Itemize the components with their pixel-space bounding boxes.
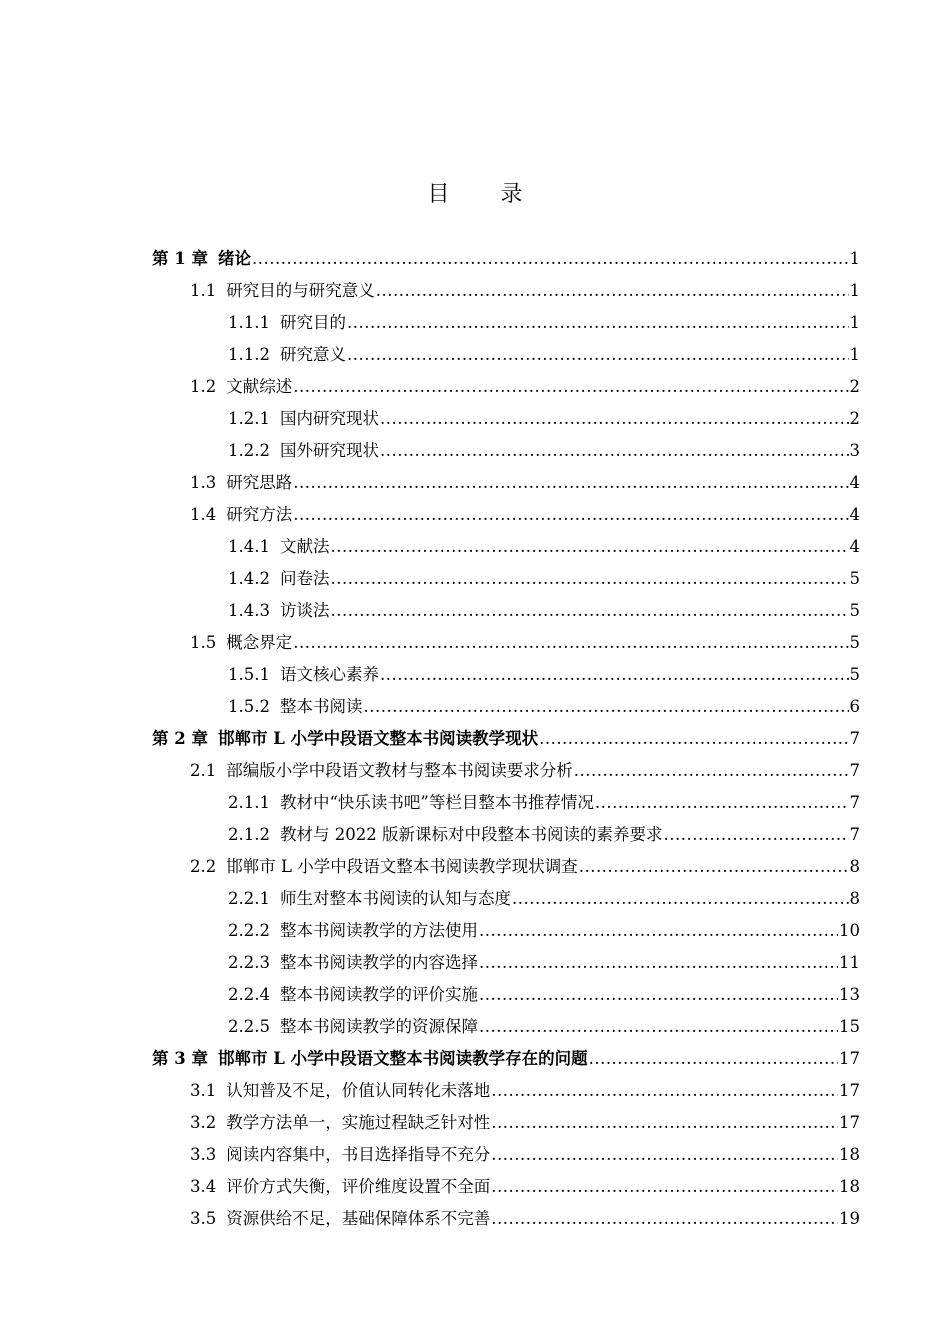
toc-leader-dots xyxy=(330,531,848,563)
toc-entry-title: 绪论 xyxy=(217,249,251,268)
toc-entry-title: 邯郸市 L 小学中段语文整本书阅读教学存在的问题 xyxy=(217,1049,588,1068)
toc-entry-number: 1.5.1 xyxy=(228,665,270,684)
toc-leader-dots xyxy=(512,883,849,915)
toc-entry-number: 3.4 xyxy=(190,1177,217,1196)
toc-entry-page: 8 xyxy=(849,857,860,876)
toc-entry-number: 第 3 章 xyxy=(152,1049,208,1068)
toc-entry-page: 8 xyxy=(849,889,860,908)
toc-entry-page: 15 xyxy=(839,1017,860,1036)
toc-entry-page: 19 xyxy=(839,1209,860,1228)
toc-entry-title: 评价方式失衡，评价维度设置不全面 xyxy=(226,1177,491,1196)
toc-entry-number: 2.2.3 xyxy=(228,953,270,972)
toc-entry[interactable] xyxy=(152,1075,860,1107)
table-of-contents xyxy=(152,243,860,1235)
toc-entry[interactable] xyxy=(152,1171,860,1203)
toc-entry-number: 2.1 xyxy=(190,761,217,780)
toc-leader-dots xyxy=(479,947,838,979)
toc-leader-dots xyxy=(380,435,849,467)
toc-leader-dots xyxy=(663,819,848,851)
toc-leader-dots xyxy=(347,307,849,339)
toc-entry-title: 国内研究现状 xyxy=(279,409,379,428)
toc-leader-dots xyxy=(380,659,849,691)
toc-entry-number: 1.1.2 xyxy=(228,345,270,364)
toc-leader-dots xyxy=(330,595,848,627)
toc-entry[interactable] xyxy=(152,1011,860,1043)
toc-leader-dots xyxy=(574,755,849,787)
toc-entry-title: 语文核心素养 xyxy=(279,665,379,684)
toc-leader-dots xyxy=(347,339,849,371)
toc-entry-page: 13 xyxy=(839,985,860,1004)
toc-entry[interactable] xyxy=(152,851,860,883)
toc-entry-title: 认知普及不足，价值认同转化未落地 xyxy=(226,1081,491,1100)
toc-entry[interactable] xyxy=(152,883,860,915)
toc-entry[interactable] xyxy=(152,243,860,275)
toc-entry-number: 2.2.5 xyxy=(228,1017,270,1036)
toc-leader-dots xyxy=(491,1171,838,1203)
toc-entry[interactable] xyxy=(152,819,860,851)
toc-entry[interactable] xyxy=(152,371,860,403)
toc-entry-page: 3 xyxy=(849,441,860,460)
toc-entry[interactable] xyxy=(152,979,860,1011)
toc-entry-number: 3.5 xyxy=(190,1209,217,1228)
toc-entry-title: 教材中“快乐读书吧”等栏目整本书推荐情况 xyxy=(279,793,594,812)
toc-entry-title: 研究目的 xyxy=(279,313,346,332)
toc-entry[interactable] xyxy=(152,659,860,691)
toc-entry-page: 11 xyxy=(839,953,860,972)
toc-entry[interactable] xyxy=(152,723,860,755)
toc-leader-dots xyxy=(539,723,848,755)
toc-entry-page: 10 xyxy=(839,921,860,940)
toc-leader-dots xyxy=(491,1203,838,1235)
toc-entry-page: 17 xyxy=(839,1049,860,1068)
toc-entry-title: 整本书阅读教学的方法使用 xyxy=(279,921,478,940)
toc-entry-number: 2.2 xyxy=(190,857,217,876)
toc-entry-number: 第 1 章 xyxy=(152,249,208,268)
toc-entry-page: 1 xyxy=(849,281,860,300)
toc-entry-page: 5 xyxy=(849,601,860,620)
toc-leader-dots xyxy=(330,563,848,595)
toc-entry-title: 阅读内容集中，书目选择指导不充分 xyxy=(226,1145,491,1164)
toc-entry-title: 文献综述 xyxy=(226,377,293,396)
toc-entry-title: 邯郸市 L 小学中段语文整本书阅读教学现状调查 xyxy=(226,857,578,876)
toc-entry[interactable] xyxy=(152,627,860,659)
toc-entry-title: 概念界定 xyxy=(226,633,293,652)
toc-leader-dots xyxy=(293,467,848,499)
toc-leader-dots xyxy=(491,1075,838,1107)
toc-leader-dots xyxy=(579,851,849,883)
toc-entry-number: 3.1 xyxy=(190,1081,217,1100)
toc-entry-number: 1.1.1 xyxy=(228,313,270,332)
toc-entry[interactable] xyxy=(152,275,860,307)
toc-entry-page: 5 xyxy=(849,633,860,652)
toc-entry-title: 国外研究现状 xyxy=(279,441,379,460)
toc-entry-title: 研究意义 xyxy=(279,345,346,364)
toc-entry[interactable] xyxy=(152,1043,860,1075)
toc-entry-number: 1.3 xyxy=(190,473,217,492)
toc-entry[interactable] xyxy=(152,563,860,595)
toc-entry-title: 问卷法 xyxy=(279,569,330,588)
toc-leader-dots xyxy=(293,499,848,531)
toc-leader-dots xyxy=(479,915,838,947)
toc-entry-page: 5 xyxy=(849,665,860,684)
toc-leader-dots xyxy=(479,1011,838,1043)
toc-entry[interactable] xyxy=(152,1107,860,1139)
toc-entry-title: 教学方法单一，实施过程缺乏针对性 xyxy=(226,1113,491,1132)
toc-leader-dots xyxy=(376,275,849,307)
toc-entry-number: 2.1.1 xyxy=(228,793,270,812)
toc-entry[interactable] xyxy=(152,499,860,531)
toc-entry-title: 整本书阅读教学的评价实施 xyxy=(279,985,478,1004)
toc-entry-number: 1.2 xyxy=(190,377,217,396)
toc-leader-dots xyxy=(479,979,838,1011)
toc-entry-title: 研究目的与研究意义 xyxy=(226,281,375,300)
toc-entry-number: 2.2.2 xyxy=(228,921,270,940)
toc-entry-number: 1.5 xyxy=(190,633,217,652)
toc-title: 目 录 xyxy=(427,182,545,207)
toc-leader-dots xyxy=(595,787,849,819)
toc-entry-number: 1.4.2 xyxy=(228,569,270,588)
toc-entry[interactable] xyxy=(152,947,860,979)
toc-entry-number: 2.2.1 xyxy=(228,889,270,908)
toc-entry-title: 研究方法 xyxy=(226,505,293,524)
toc-entry-page: 1 xyxy=(849,313,860,332)
toc-entry-title: 整本书阅读 xyxy=(279,697,363,716)
toc-entry-number: 1.4.3 xyxy=(228,601,270,620)
toc-entry-page: 7 xyxy=(849,793,860,812)
toc-entry-number: 3.3 xyxy=(190,1145,217,1164)
toc-entry-title: 教材与 2022 版新课标对中段整本书阅读的素养要求 xyxy=(279,825,663,844)
toc-entry-page: 7 xyxy=(849,825,860,844)
toc-entry-number: 1.4.1 xyxy=(228,537,270,556)
toc-entry-title: 整本书阅读教学的内容选择 xyxy=(279,953,478,972)
toc-entry-page: 18 xyxy=(839,1177,860,1196)
toc-entry[interactable] xyxy=(152,307,860,339)
toc-entry-page: 1 xyxy=(849,249,860,268)
toc-leader-dots xyxy=(589,1043,838,1075)
toc-entry-number: 1.5.2 xyxy=(228,697,270,716)
toc-entry-number: 第 2 章 xyxy=(152,729,208,748)
toc-entry-page: 1 xyxy=(849,345,860,364)
toc-entry-page: 7 xyxy=(849,761,860,780)
toc-entry-title: 整本书阅读教学的资源保障 xyxy=(279,1017,478,1036)
toc-entry-title: 资源供给不足，基础保障体系不完善 xyxy=(226,1209,491,1228)
toc-entry-title: 部编版小学中段语文教材与整本书阅读要求分析 xyxy=(226,761,573,780)
toc-entry-number: 1.1 xyxy=(190,281,217,300)
toc-entry[interactable] xyxy=(152,787,860,819)
toc-leader-dots xyxy=(293,371,848,403)
toc-entry-number: 2.1.2 xyxy=(228,825,270,844)
toc-entry-number: 1.2.1 xyxy=(228,409,270,428)
toc-leader-dots xyxy=(380,403,849,435)
toc-entry-title: 文献法 xyxy=(279,537,330,556)
toc-entry[interactable] xyxy=(152,339,860,371)
toc-entry-number: 2.2.4 xyxy=(228,985,270,1004)
toc-leader-dots xyxy=(252,243,849,275)
toc-entry[interactable] xyxy=(152,1203,860,1235)
toc-entry-number: 3.2 xyxy=(190,1113,217,1132)
toc-entry-page: 4 xyxy=(849,505,860,524)
toc-entry-page: 5 xyxy=(849,569,860,588)
toc-entry[interactable] xyxy=(152,915,860,947)
toc-entry[interactable] xyxy=(152,595,860,627)
toc-entry-number: 1.4 xyxy=(190,505,217,524)
toc-entry[interactable] xyxy=(152,1139,860,1171)
toc-entry-title: 邯郸市 L 小学中段语文整本书阅读教学现状 xyxy=(217,729,539,748)
toc-entry-title: 师生对整本书阅读的认知与态度 xyxy=(279,889,511,908)
toc-entry-page: 17 xyxy=(839,1113,860,1132)
toc-entry[interactable] xyxy=(152,691,860,723)
toc-entry[interactable] xyxy=(152,755,860,787)
toc-entry-page: 7 xyxy=(849,729,860,748)
toc-entry[interactable] xyxy=(152,531,860,563)
toc-entry-number: 1.2.2 xyxy=(228,441,270,460)
toc-entry[interactable] xyxy=(152,467,860,499)
toc-entry[interactable] xyxy=(152,403,860,435)
toc-entry-title: 研究思路 xyxy=(226,473,293,492)
toc-entry-page: 2 xyxy=(849,409,860,428)
toc-leader-dots xyxy=(363,691,848,723)
toc-entry-title: 访谈法 xyxy=(279,601,330,620)
toc-entry-page: 4 xyxy=(849,473,860,492)
toc-leader-dots xyxy=(491,1107,838,1139)
toc-entry-page: 6 xyxy=(849,697,860,716)
toc-entry-page: 18 xyxy=(839,1145,860,1164)
toc-entry-page: 2 xyxy=(849,377,860,396)
toc-entry-page: 4 xyxy=(849,537,860,556)
toc-leader-dots xyxy=(293,627,848,659)
toc-leader-dots xyxy=(491,1139,838,1171)
toc-entry[interactable] xyxy=(152,435,860,467)
toc-entry-page: 17 xyxy=(839,1081,860,1100)
